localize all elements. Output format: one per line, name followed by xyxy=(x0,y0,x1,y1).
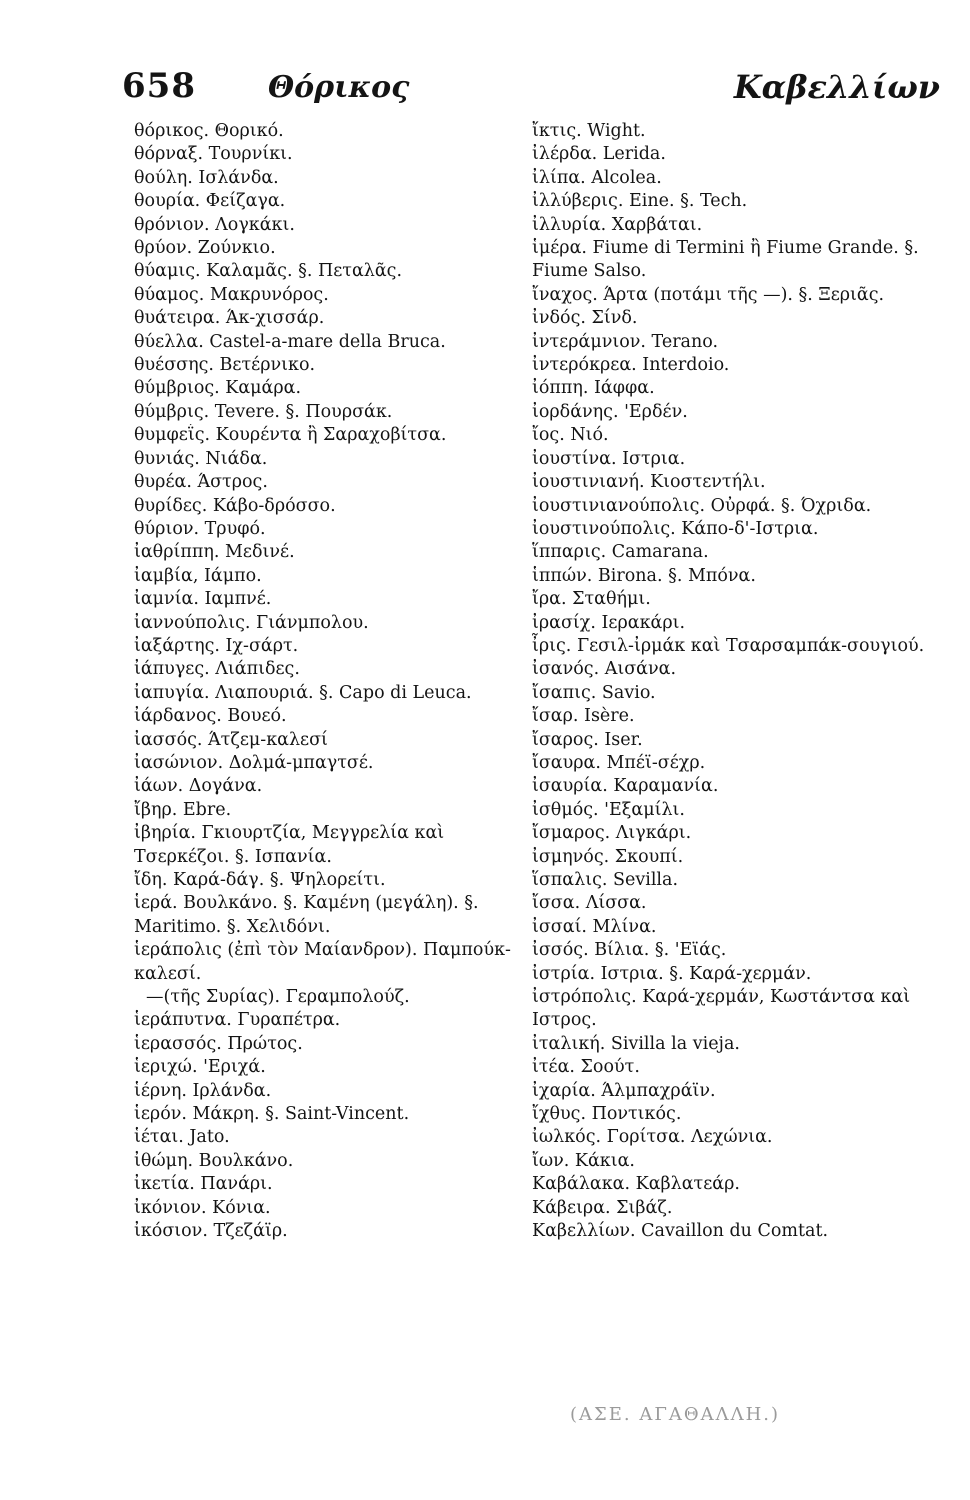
entry: ἱεράπολις (ἐπὶ τὸν Μαίανδρον). Παμπούκ-καλεσί. xyxy=(134,940,511,984)
entry: ἴδη. Καρά-δάγ. §. Ψηλορείτι. xyxy=(134,870,386,890)
entry: ἰκόνιον. Κόνια. xyxy=(134,1197,271,1218)
entry: ἰστρία. Ιστρια. §. Καρά-χερμάν. xyxy=(532,963,812,984)
entry: ἱέται. Jato. xyxy=(134,1127,230,1148)
entry: ἰουστινούπολις. Κάπο-δ'-Ιστρια. xyxy=(532,518,819,539)
entry: ἰσανός. Αισάνα. xyxy=(532,659,677,680)
entry: ἴσαπις. Savio. xyxy=(532,682,656,703)
entry: θυμφεΐς. Κουρέντα ἢ Σαραχοβίτσα. xyxy=(134,425,447,446)
entry: ἴσσα. Λίσσα. xyxy=(532,893,647,914)
entry: θύμβριος. Καμάρα. xyxy=(134,378,302,399)
entry: θρύον. Ζούνκιο. xyxy=(134,238,276,259)
entry: ἰχαρία. Άλμπαχράϊν. xyxy=(532,1080,716,1101)
entry: ἰβηρία. Γκιουρτζία, Μεγγρελία καὶ Τσερκέζοι. §. Ισπανία. xyxy=(134,823,445,867)
show-through-footer: (ΑΣΕ. ΑΓΑΘΑΛΛΗ.) xyxy=(570,1404,781,1425)
entry: θρόνιον. Λογκάκι. xyxy=(134,214,295,235)
entry: θυάτειρα. Άκ-χισσάρ. xyxy=(134,308,325,329)
entry: ἰλίπα. Alcolea. xyxy=(532,167,662,188)
entry: ἵππαρις. Camarana. xyxy=(532,542,709,563)
entry: ἰντεράμνιον. Terano. xyxy=(532,331,719,352)
left-column xyxy=(134,120,518,1244)
entry: ἰαμβία, Ιάμπο. xyxy=(134,565,262,586)
entry: ἰλλυρία. Χαρβάται. xyxy=(532,214,703,235)
entry: θούλη. Ισλάνδα. xyxy=(134,167,279,188)
entry: ἰταλική. Sivilla la vieja. xyxy=(532,1033,740,1054)
entry: ἰσαυρία. Καραμανία. xyxy=(532,776,719,797)
entry: ἰθώμη. Βουλκάνο. xyxy=(134,1150,294,1171)
entry: θόρικος. Θορικό. xyxy=(134,121,284,141)
entry: θυρέα. Άστρος. xyxy=(134,472,268,493)
entry: ἴσμαρος. Λιγκάρι. xyxy=(532,823,692,844)
entry: Καβελλίων. Cavaillon du Comtat. xyxy=(532,1221,829,1242)
entry: ἰάπυγες. Λιάπιδες. xyxy=(134,659,300,680)
entry: ἰασσός. Άτζεμ-καλεσί xyxy=(134,729,328,750)
entry: ἵσπαλις. Sevilla. xyxy=(532,870,679,890)
entry: ἰσθμός. 'Εξαμίλι. xyxy=(532,799,685,820)
entry: ἴρα. Σταθήμι. xyxy=(532,589,651,610)
entry: Καβάλακα. Καβλατεάρ. xyxy=(532,1174,740,1195)
entry: ἰλλύβερις. Eine. §. Tech. xyxy=(532,191,748,212)
entry: ἴος. Νιό. xyxy=(532,425,609,446)
entry: θυρίδες. Κάβο-δρόσσο. xyxy=(134,495,336,516)
entry: Κάβειρα. Σιβάζ. xyxy=(532,1197,673,1218)
entry: ἰαμνία. Ιαμπνέ. xyxy=(134,589,272,610)
entry: θυνιάς. Νιάδα. xyxy=(134,448,268,469)
entry: ἰασώνιον. Δολμά-μπαγτσέ. xyxy=(134,752,374,773)
right-column xyxy=(532,120,946,1244)
entry: ἱερά. Βουλκάνο. §. Καμένη (μεγάλη). §. Maritimo. §. Χελιδόνι. xyxy=(134,893,479,937)
entry: ἰορδάνης. 'Ερδέν. xyxy=(532,401,688,422)
entry: ἰουστίνα. Ιστρια. xyxy=(532,448,686,469)
entry: θύμβρις. Tevere. §. Πουρσάκ. xyxy=(134,401,393,422)
entry: ἰλέρδα. Lerida. xyxy=(532,144,666,165)
entry: ἰσσαί. Μλίνα. xyxy=(532,916,657,937)
entry: θύελλα. Castel-a-mare della Bruca. xyxy=(134,331,446,352)
entry: θύαμος. Μακρυνόρος. xyxy=(134,284,329,305)
entry: ἴκτις. Wight. xyxy=(532,121,646,141)
page-header xyxy=(0,60,970,110)
entry: ἰαννούπολις. Γιάνμπολου. xyxy=(134,612,369,633)
entry: θυέσσης. Βετέρνικο. xyxy=(134,355,316,376)
entry: ἰωλκός. Γορίτσα. Λεχώνια. xyxy=(532,1127,773,1148)
entry: ἴσαυρα. Μπέϊ-σέχρ. xyxy=(532,752,706,773)
entry: ἰσμηνός. Σκουπί. xyxy=(532,846,684,867)
entry: ἰαξάρτης. Ιχ-σάρτ. xyxy=(134,635,299,656)
entry: ἰκετία. Πανάρι. xyxy=(134,1174,273,1195)
entry: ἱεράπυτνα. Γυραπέτρα. xyxy=(134,1010,341,1031)
entry: ἰνδός. Σίνδ. xyxy=(532,308,638,329)
entry: θόρναξ. Τουρνίκι. xyxy=(134,144,293,165)
entry: ἰαπυγία. Λιαπουριά. §. Capo di Leuca. xyxy=(134,682,472,703)
entry: ἰαθρίππη. Μεδινέ. xyxy=(134,542,295,563)
entry: ἰάων. Δογάνα. xyxy=(134,776,263,797)
entry: —(τῆς Συρίας). Γεραμπολούζ. xyxy=(146,987,410,1008)
entry: ἴσαρ. Isère. xyxy=(532,706,635,727)
entry: ἴων. Κάκια. xyxy=(532,1150,635,1171)
entry: ἰρασίχ. Ιερακάρι. xyxy=(532,612,686,633)
page-number: 658 xyxy=(122,66,196,106)
entry: ἰκόσιον. Τζεζάϊρ. xyxy=(134,1221,288,1242)
entry: ἰουστινιανή. Κιοστεντήλι. xyxy=(532,472,766,493)
entry: ἴβηρ. Ebre. xyxy=(134,799,232,820)
entry: ἱέρνη. Ιρλάνδα. xyxy=(134,1080,272,1101)
entry: ἱερόν. Μάκρη. §. Saint-Vincent. xyxy=(134,1104,410,1125)
entry: θουρία. Φείζαγα. xyxy=(134,191,286,212)
entry: ἱεριχώ. 'Εριχά. xyxy=(134,1057,266,1078)
running-head-right: Καβελλίων xyxy=(733,68,940,106)
entry: ἰάρδανος. Βουεό. xyxy=(134,706,287,727)
entry: ἱμέρα. Fiume di Termini ἢ Fiume Grande. §. Fiume Salso. xyxy=(532,238,919,282)
running-head-left: Θόρικος xyxy=(268,70,410,105)
entry: θύριον. Τρυφό. xyxy=(134,518,266,539)
entry: ἰντερόκρεα. Interdoio. xyxy=(532,355,730,376)
entry: ἰόππη. Ιάφφα. xyxy=(532,378,655,399)
entry: ἰτέα. Σοούτ. xyxy=(532,1057,640,1078)
entry: ἴσαρος. Iser. xyxy=(532,729,643,750)
entry: ἴναχος. Άρτα (ποτάμι τῆς —). §. Ξεριᾶς. xyxy=(532,284,885,305)
entry: ἱερασσός. Πρώτος. xyxy=(134,1033,303,1054)
entry: θύαμις. Καλαμᾶς. §. Πεταλᾶς. xyxy=(134,261,403,282)
entry: ἰουστινιανούπολις. Οὐρφά. §. Όχριδα. xyxy=(532,495,872,516)
entry: ἱππών. Birona. §. Μπόνα. xyxy=(532,565,756,586)
entry: ἴχθυς. Ποντικός. xyxy=(532,1104,682,1125)
entry: ἶρις. Γεσιλ-ἰρμάκ καὶ Τσαρσαμπάκ-σουγιού. xyxy=(532,635,925,656)
entry: ἰστρόπολις. Καρά-χερμάν, Κωστάντσα καὶ Ιστρος. xyxy=(532,987,911,1031)
entry: ἰσσός. Βίλια. §. 'Εϊάς. xyxy=(532,940,727,961)
